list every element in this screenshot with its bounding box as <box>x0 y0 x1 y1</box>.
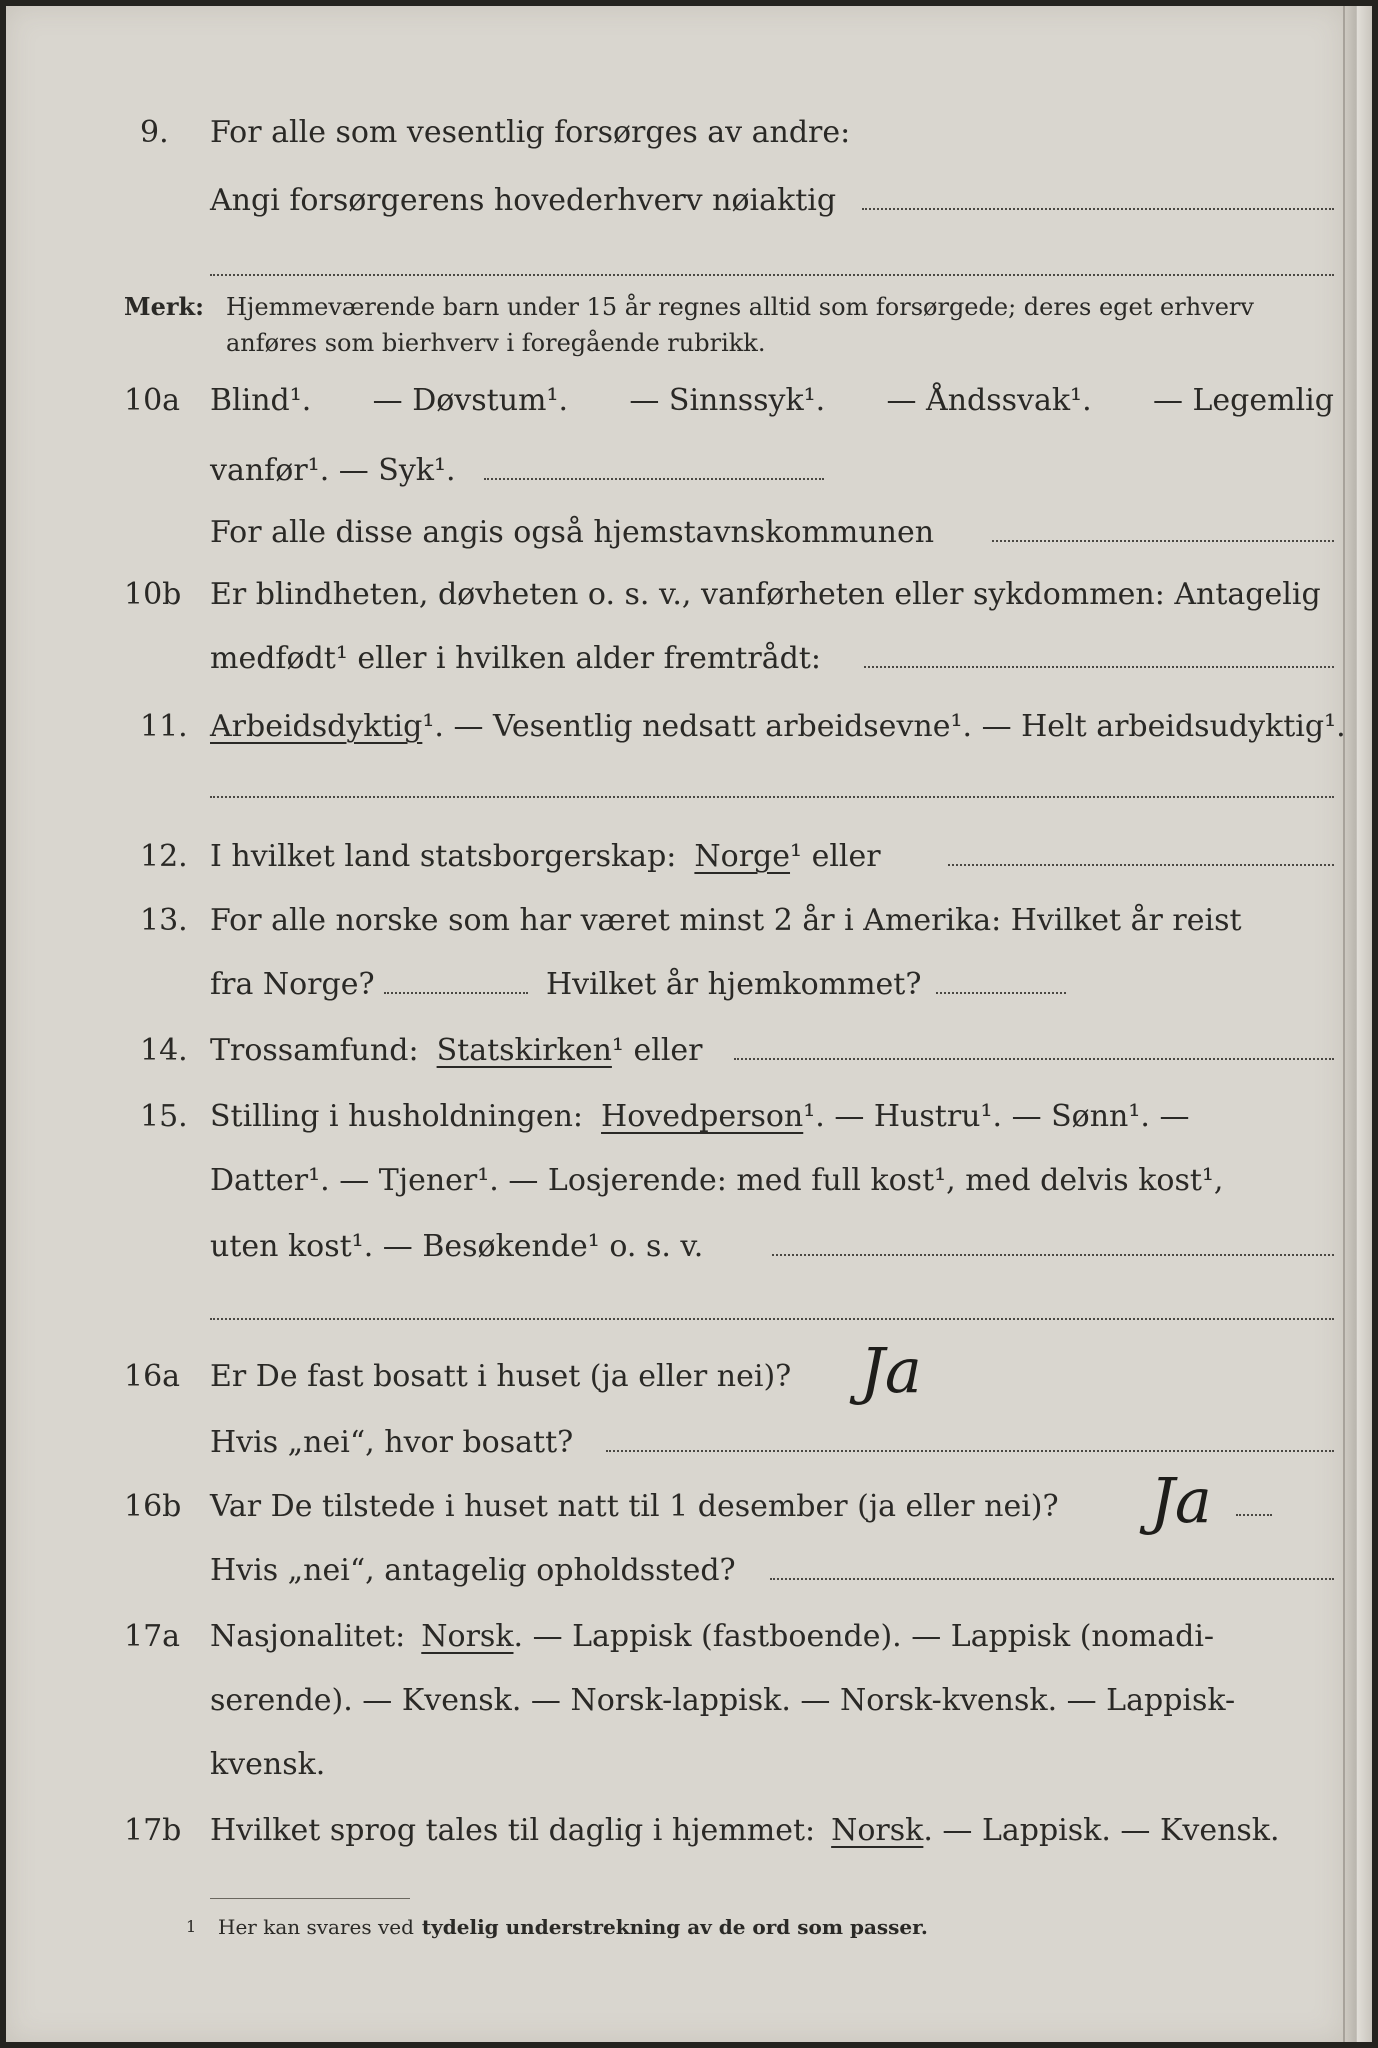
item-13-number: 13. <box>140 903 188 938</box>
item-16b-answer-line <box>770 1578 1334 1580</box>
item-13-hjemkommet-label: Hvilket år hjemkommet? <box>546 967 922 1002</box>
footnote-text-bold: tydelig understrekning av de ord som passer. <box>421 1915 928 1939</box>
item-10a-hjemstavn-line <box>992 540 1334 542</box>
merk-text-2: anføres som bierhverv i foregående rubrikk. <box>226 329 766 357</box>
merk-label: Merk: <box>124 292 204 321</box>
item-15-options-3: uten kost¹. — Besøkende¹ o. s. v. <box>210 1229 704 1264</box>
item-11-other-options: ¹. — Vesentlig nedsatt arbeidsevne¹. — Helt arbeidsudyktig¹. <box>422 709 1346 744</box>
item-13-hjemkommet-line <box>936 992 1066 994</box>
item-10a-option: — Legemlig <box>1152 383 1334 418</box>
item-15-options-2: Datter¹. — Tjener¹. — Losjerende: med full kost¹, med delvis kost¹, <box>210 1163 1224 1198</box>
item-17b-selected-option: Norsk <box>831 1813 924 1848</box>
item-11-options <box>210 702 1346 752</box>
item-9-label: Angi forsørgerens hovederhverv nøiaktig <box>210 183 837 218</box>
item-9-number: 9. <box>140 115 169 150</box>
item-11-number: 11. <box>140 709 188 744</box>
item-10a-option: — Åndssvak¹. <box>886 383 1092 418</box>
item-17a-other-options: . — Lappisk (fastboende). — Lappisk (nomadi- <box>513 1619 1215 1654</box>
item-10b-number: 10b <box>124 577 182 612</box>
item-14-other: ¹ eller <box>611 1033 703 1068</box>
item-17b-number: 17b <box>124 1813 182 1848</box>
item-12-other: ¹ eller <box>790 839 881 874</box>
item-17b-other-options: . — Lappisk. — Kvensk. <box>923 1813 1280 1848</box>
item-13-question: For alle norske som har været minst 2 år i Amerika: Hvilket år reist <box>210 903 1242 938</box>
item-12-selected-option: Norge <box>694 839 791 874</box>
item-10a-hjemstavn-label: For alle disse angis også hjemstavnskommunen <box>210 515 935 550</box>
item-10a-option: — Døvstum¹. <box>372 383 569 418</box>
item-16b-handwritten-answer: Ja <box>1150 1464 1212 1537</box>
item-11-answer-line <box>210 796 1334 798</box>
item-10b-question-2: medfødt¹ eller i hvilken alder fremtrådt: <box>210 641 821 676</box>
item-15-question <box>210 1092 1189 1142</box>
item-10b-answer-line <box>864 666 1334 668</box>
item-16b-answer-line-tail <box>1236 1514 1272 1516</box>
item-13-reist-line <box>384 992 528 994</box>
item-16b-followup: Hvis „nei“, antagelig opholdssted? <box>210 1553 736 1588</box>
footnote-text <box>218 1912 928 1942</box>
item-12-question <box>210 832 881 882</box>
item-17a-options-3: kvensk. <box>210 1747 326 1782</box>
item-12-label: I hvilket land statsborgerskap: <box>210 839 677 874</box>
item-16b-number: 16b <box>124 1489 182 1524</box>
item-10b-question: Er blindheten, døvheten o. s. v., vanførheten eller sykdommen: Antagelig <box>210 577 1321 612</box>
page-edge <box>1344 6 1372 2042</box>
item-14-answer-line <box>734 1058 1334 1060</box>
item-17b-label: Hvilket sprog tales til daglig i hjemmet: <box>210 1813 816 1848</box>
item-16b-question: Var De tilstede i huset natt til 1 desember (ja eller nei)? <box>210 1489 1059 1524</box>
item-15-selected-option: Hovedperson <box>601 1099 804 1134</box>
item-11-selected-option: Arbeidsdyktig <box>210 709 423 744</box>
item-16a-answer-line <box>606 1450 1334 1452</box>
item-14-question <box>210 1026 703 1076</box>
footnote-mark: 1 <box>186 1917 197 1936</box>
item-17a-label: Nasjonalitet: <box>210 1619 406 1654</box>
item-15-answer-line <box>772 1254 1334 1256</box>
item-10a-option: Blind¹. <box>210 383 312 418</box>
item-12-answer-line <box>948 864 1334 866</box>
item-14-number: 14. <box>140 1033 188 1068</box>
item-14-selected-option: Statskirken <box>436 1033 612 1068</box>
footnote-text-plain: Her kan svares ved <box>218 1915 414 1939</box>
item-17a-number: 17a <box>124 1619 181 1654</box>
item-17a-options-2: serende). — Kvensk. — Norsk-lappisk. — Norsk-kvensk. — Lappisk- <box>210 1683 1236 1718</box>
item-16a-handwritten-answer: Ja <box>860 1334 922 1407</box>
item-9-answer-line <box>862 208 1334 210</box>
item-10a-number: 10a <box>124 383 181 418</box>
item-16a-number: 16a <box>124 1359 181 1394</box>
item-15-number: 15. <box>140 1099 188 1134</box>
page-border <box>1343 6 1345 2042</box>
footnote-rule <box>210 1898 410 1899</box>
item-10a-answer-line <box>484 478 824 480</box>
item-9-answer-line-2 <box>210 274 1334 276</box>
item-9-question: For alle som vesentlig forsørges av andre: <box>210 115 851 150</box>
item-14-label: Trossamfund: <box>210 1033 419 1068</box>
item-17a-selected-option: Norsk <box>421 1619 514 1654</box>
item-12-number: 12. <box>140 839 188 874</box>
item-15-other-options: ¹. — Hustru¹. — Sønn¹. — <box>803 1099 1190 1134</box>
item-15-label: Stilling i husholdningen: <box>210 1099 584 1134</box>
item-17a-question <box>210 1612 1214 1662</box>
item-10a-option: — Sinnssyk¹. <box>629 383 826 418</box>
item-16a-question: Er De fast bosatt i huset (ja eller nei)? <box>210 1359 792 1394</box>
merk-text-1: Hjemmeværende barn under 15 år regnes alltid som forsørgede; deres eget erhverv <box>226 293 1254 321</box>
item-10a-options-2: vanfør¹. — Syk¹. <box>210 453 456 488</box>
item-15-answer-line-2 <box>210 1318 1334 1320</box>
item-13-reist-label: fra Norge? <box>210 967 375 1002</box>
item-10a-options <box>210 376 1334 426</box>
item-17b-question <box>210 1806 1280 1856</box>
item-16a-followup: Hvis „nei“, hvor bosatt? <box>210 1425 574 1460</box>
